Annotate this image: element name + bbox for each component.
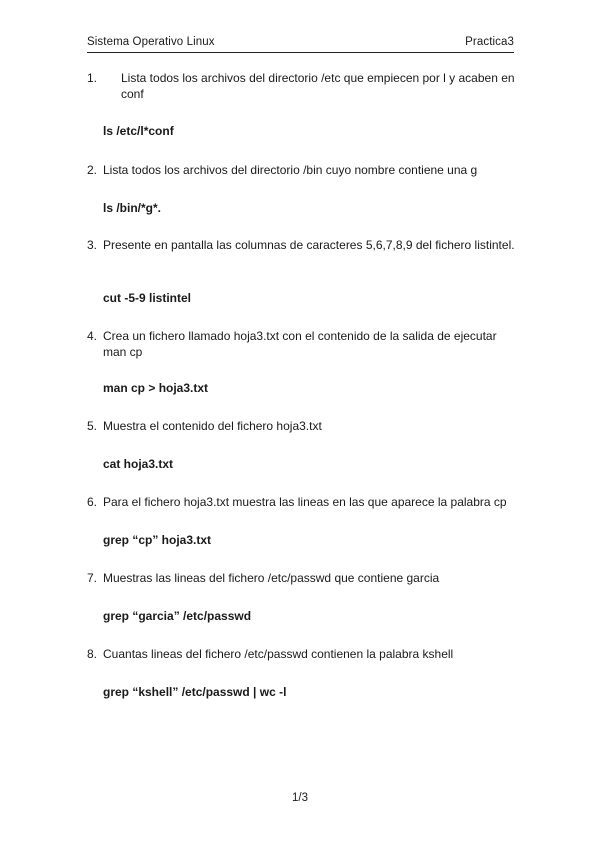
exercise-text: Lista todos los archivos del directorio /etc que empiecen por l y acaben en conf [121,71,515,101]
exercise-item-4 [87,328,517,360]
exercise-command-2: ls /bin/*g*. [103,201,162,215]
exercise-text: Muestras las lineas del fichero /etc/passwd que contiene garcia [103,571,440,585]
header-title: Sistema Operativo Linux [87,36,215,48]
exercise-command-3: cut -5-9 listintel [103,291,192,305]
header-practice-label: Practica3 [465,36,514,48]
exercise-text: Crea un fichero llamado hoja3.txt con el contenido de la salida de ejecutar man cp [103,329,497,359]
exercise-item-7 [87,570,517,586]
exercise-number: 1. [87,71,98,85]
exercise-item-8 [87,646,517,662]
exercise-item-1 [87,70,517,102]
exercise-number: 3. [87,238,98,252]
exercise-command-7: grep “garcia” /etc/passwd [103,609,252,623]
exercise-item-3 [87,237,517,253]
exercise-number: 6. [87,495,98,509]
exercise-text: Cuantas lineas del fichero /etc/passwd contienen la palabra kshell [103,647,454,661]
exercise-item-6 [87,494,517,510]
page-header [87,36,514,53]
exercise-number: 5. [87,419,98,433]
exercise-item-2 [87,162,517,178]
exercise-number: 7. [87,571,98,585]
exercise-text: Presente en pantalla las columnas de caracteres 5,6,7,8,9 del fichero listintel. [103,238,515,252]
exercise-command-5: cat hoja3.txt [103,457,174,471]
page-number: 1/3 [292,792,308,804]
exercise-text: Lista todos los archivos del directorio /bin cuyo nombre contiene una g [103,163,478,177]
exercise-text: Para el fichero hoja3.txt muestra las lineas en las que aparece la palabra cp [103,495,507,509]
exercise-number: 4. [87,329,98,343]
exercise-number: 8. [87,647,98,661]
exercise-text: Muestra el contenido del fichero hoja3.txt [103,419,322,433]
exercise-command-4: man cp > hoja3.txt [103,381,209,395]
exercise-command-8: grep “kshell” /etc/passwd | wc -l [103,685,287,699]
exercise-item-5 [87,418,517,434]
exercise-number: 2. [87,163,98,177]
exercise-command-1: ls /etc/l*conf [103,124,174,138]
exercise-command-6: grep “cp” hoja3.txt [103,533,212,547]
